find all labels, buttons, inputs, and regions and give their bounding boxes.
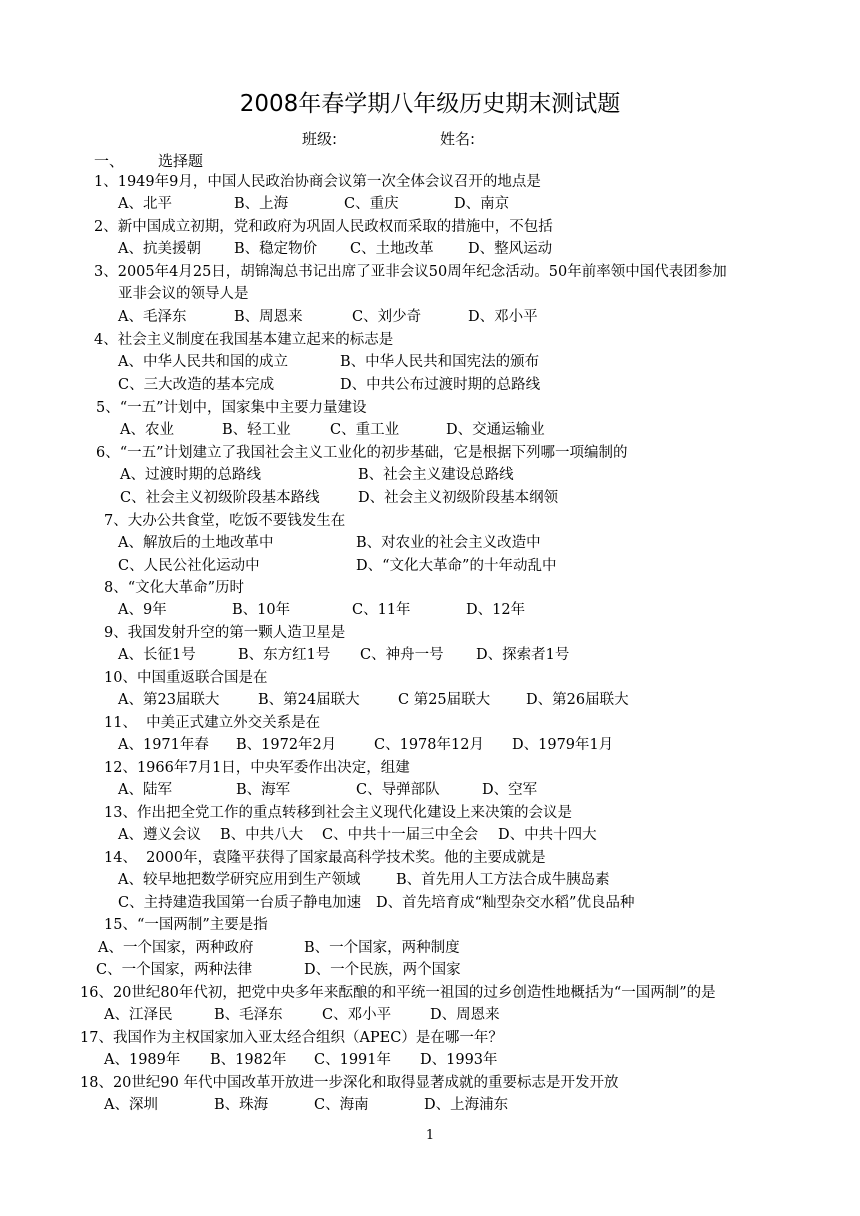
question-18-option: C、海南 xyxy=(314,1097,369,1113)
question-14-options-row xyxy=(0,893,860,913)
question-10-option: C 第25届联大 xyxy=(398,692,491,708)
question-15-options-row xyxy=(0,938,860,958)
question-6-option: C、社会主义初级阶段基本路线 xyxy=(120,490,320,506)
question-5-options-row xyxy=(0,420,860,440)
question-8-options-row xyxy=(0,600,860,620)
question-12-option: B、海军 xyxy=(236,782,291,798)
student-info-line xyxy=(0,128,860,150)
question-12-stem: 12、1966年7月1日，中央军委作出决定，组建 xyxy=(104,760,410,776)
question-1-option: D、南京 xyxy=(454,196,510,212)
question-13-option: A、遵义会议 xyxy=(118,827,201,843)
question-12-option: D、空军 xyxy=(482,782,538,798)
question-11-options-row xyxy=(0,735,860,755)
question-4-option: D、中共公布过渡时期的总路线 xyxy=(340,377,541,393)
question-6-stem: 6、“一五”计划建立了我国社会主义工业化的初步基础，它是根据下列哪一项编制的 xyxy=(96,445,628,461)
question-10-option: B、第24届联大 xyxy=(258,692,360,708)
question-9-option: D、探索者1号 xyxy=(476,647,570,663)
question-17-options-row xyxy=(0,1050,860,1070)
question-2-stem: 2、新中国成立初期，党和政府为巩固人民政权而采取的措施中，不包括 xyxy=(94,219,553,235)
question-9-option: A、长征1号 xyxy=(118,647,196,663)
question-9-option: B、东方红1号 xyxy=(238,647,331,663)
question-5-option: B、轻工业 xyxy=(222,422,291,438)
question-6-options-row xyxy=(0,465,860,485)
question-4-stem: 4、社会主义制度在我国基本建立起来的标志是 xyxy=(94,332,394,348)
question-1-option: C、重庆 xyxy=(344,196,399,212)
question-16-option: A、江泽民 xyxy=(104,1007,173,1023)
question-15-options-row xyxy=(0,960,860,980)
question-10-option: D、第26届联大 xyxy=(526,692,629,708)
section-heading xyxy=(94,150,203,171)
question-15-option: D、一个民族，两个国家 xyxy=(304,962,461,978)
question-3-stem: 3、2005年4月25日，胡锦淘总书记出席了亚非会议50周年纪念活动。50年前率领中国代表团参加 xyxy=(94,264,727,280)
question-17-option: D、1993年 xyxy=(420,1052,498,1068)
question-18-stem: 18、20世纪90 年代中国改革开放进一步深化和取得显著成就的重要标志是开发开放 xyxy=(80,1075,619,1091)
question-9-option: C、神舟一号 xyxy=(360,647,444,663)
question-2-option: B、稳定物价 xyxy=(234,241,318,257)
question-4-option: C、三大改造的基本完成 xyxy=(118,377,275,393)
question-8-option: D、12年 xyxy=(466,602,526,618)
question-11-option: A、1971年春 xyxy=(118,737,209,753)
question-15-stem: 15、“一国两制”主要是指 xyxy=(104,917,268,933)
question-7-stem: 7、大办公共食堂，吃饭不要钱发生在 xyxy=(104,513,346,529)
question-7-option: D、“文化大革命”的十年动乱中 xyxy=(356,558,557,574)
question-2-options-row xyxy=(0,239,860,259)
question-6-option: B、社会主义建设总路线 xyxy=(358,467,514,483)
question-12-options-row xyxy=(0,780,860,800)
question-3-option: B、周恩来 xyxy=(234,309,303,325)
question-7-option: A、解放后的土地改革中 xyxy=(118,535,274,551)
question-13-stem: 13、作出把全党工作的重点转移到社会主义现代化建设上来决策的会议是 xyxy=(104,805,572,821)
section-label: 选择题 xyxy=(158,152,204,170)
question-11-stem: 11、 中美正式建立外交关系是在 xyxy=(104,715,321,731)
question-2-option: C、土地改革 xyxy=(350,241,434,257)
question-8-option: C、11年 xyxy=(352,602,411,618)
question-13-option: C、中共十一届三中全会 xyxy=(322,827,479,843)
question-3-option: C、刘少奇 xyxy=(352,309,422,325)
question-13-options-row xyxy=(0,825,860,845)
question-3-option: D、邓小平 xyxy=(468,309,538,325)
question-17-option: C、1991年 xyxy=(314,1052,391,1068)
question-18-option: D、上海浦东 xyxy=(424,1097,509,1113)
question-8-option: A、9年 xyxy=(118,602,167,618)
question-16-option: B、毛泽东 xyxy=(214,1007,283,1023)
question-13-option: B、中共八大 xyxy=(220,827,304,843)
question-9-stem: 9、我国发射升空的第一颗人造卫星是 xyxy=(104,625,346,641)
question-17-stem: 17、我国作为主权国家加入亚太经合组织（APEC）是在哪一年？ xyxy=(80,1030,503,1046)
question-7-options-row xyxy=(0,533,860,553)
question-16-option: C、邓小平 xyxy=(322,1007,392,1023)
question-2-option: D、整风运动 xyxy=(468,241,553,257)
question-15-option: B、一个国家，两种制度 xyxy=(304,940,460,956)
class-label: 班级: xyxy=(302,130,338,148)
question-6-options-row xyxy=(0,488,860,508)
question-5-option: A、农业 xyxy=(120,422,174,438)
question-10-option: A、第23届联大 xyxy=(118,692,220,708)
question-11-option: D、1979年1月 xyxy=(512,737,614,753)
question-8-stem: 8、“文化大革命”历时 xyxy=(104,580,245,596)
question-16-options-row xyxy=(0,1005,860,1025)
question-1-options-row xyxy=(0,194,860,214)
question-12-option: A、陆军 xyxy=(118,782,172,798)
question-1-option: A、北平 xyxy=(118,196,172,212)
question-5-option: C、重工业 xyxy=(330,422,400,438)
section-number: 一、 xyxy=(94,152,125,170)
question-15-option: A、一个国家，两种政府 xyxy=(98,940,254,956)
question-4-options-row xyxy=(0,375,860,395)
name-label: 姓名: xyxy=(440,130,476,148)
question-14-options-row xyxy=(0,870,860,890)
question-17-option: B、1982年 xyxy=(210,1052,287,1068)
question-6-option: A、过渡时期的总路线 xyxy=(120,467,261,483)
question-7-option: B、对农业的社会主义改造中 xyxy=(356,535,541,551)
question-3-option: A、毛泽东 xyxy=(118,309,187,325)
question-1-option: B、上海 xyxy=(234,196,289,212)
question-14-option: A、较早地把数学研究应用到生产领域 xyxy=(118,872,361,888)
question-10-options-row xyxy=(0,690,860,710)
question-17-option: A、1989年 xyxy=(104,1052,181,1068)
question-13-option: D、中共十四大 xyxy=(498,827,597,843)
question-16-stem: 16、20世纪80年代初，把党中央多年来酝酿的和平统一祖国的过乡创造性地概括为“一国两制”的是 xyxy=(80,985,716,1001)
question-2-option: A、抗美援朝 xyxy=(118,241,201,257)
question-11-option: C、1978年12月 xyxy=(374,737,484,753)
question-9-options-row xyxy=(0,645,860,665)
question-12-option: C、导弹部队 xyxy=(356,782,440,798)
question-18-options-row xyxy=(0,1095,860,1115)
question-15-option: C、一个国家，两种法律 xyxy=(96,962,253,978)
question-14-option: B、首先用人工方法合成牛胰岛素 xyxy=(396,872,610,888)
question-6-option: D、社会主义初级阶段基本纲领 xyxy=(358,490,559,506)
question-4-option: A、中华人民共和国的成立 xyxy=(118,354,288,370)
question-5-option: D、交通运输业 xyxy=(446,422,545,438)
question-14-stem: 14、 2000年，袁隆平获得了国家最高科学技术奖。他的主要成就是 xyxy=(104,850,546,866)
question-10-stem: 10、中国重返联合国是在 xyxy=(104,670,268,686)
question-7-options-row xyxy=(0,556,860,576)
question-14-option: D、首先培育成“籼型杂交水稻”优良品种 xyxy=(376,895,635,911)
question-14-option: C、主持建造我国第一台质子静电加速 xyxy=(118,895,362,911)
question-18-option: A、深圳 xyxy=(104,1097,158,1113)
page-number: 1 xyxy=(425,1128,435,1143)
question-1-stem: 1、1949年9月，中国人民政治协商会议第一次全体会议召开的地点是 xyxy=(94,174,541,190)
question-4-option: B、中华人民共和国宪法的颁布 xyxy=(340,354,540,370)
question-3-options-row xyxy=(0,307,860,327)
question-7-option: C、人民公社化运动中 xyxy=(118,558,260,574)
question-16-option: D、周恩来 xyxy=(430,1007,500,1023)
question-4-options-row xyxy=(0,352,860,372)
question-3-stem: 亚非会议的领导人是 xyxy=(118,286,249,302)
question-11-option: B、1972年2月 xyxy=(236,737,337,753)
question-5-stem: 5、“一五”计划中，国家集中主要力量建设 xyxy=(96,400,367,416)
question-18-option: B、珠海 xyxy=(214,1097,269,1113)
page-title: 2008年春学期八年级历史期末测试题 xyxy=(239,91,621,117)
question-8-option: B、10年 xyxy=(232,602,291,618)
